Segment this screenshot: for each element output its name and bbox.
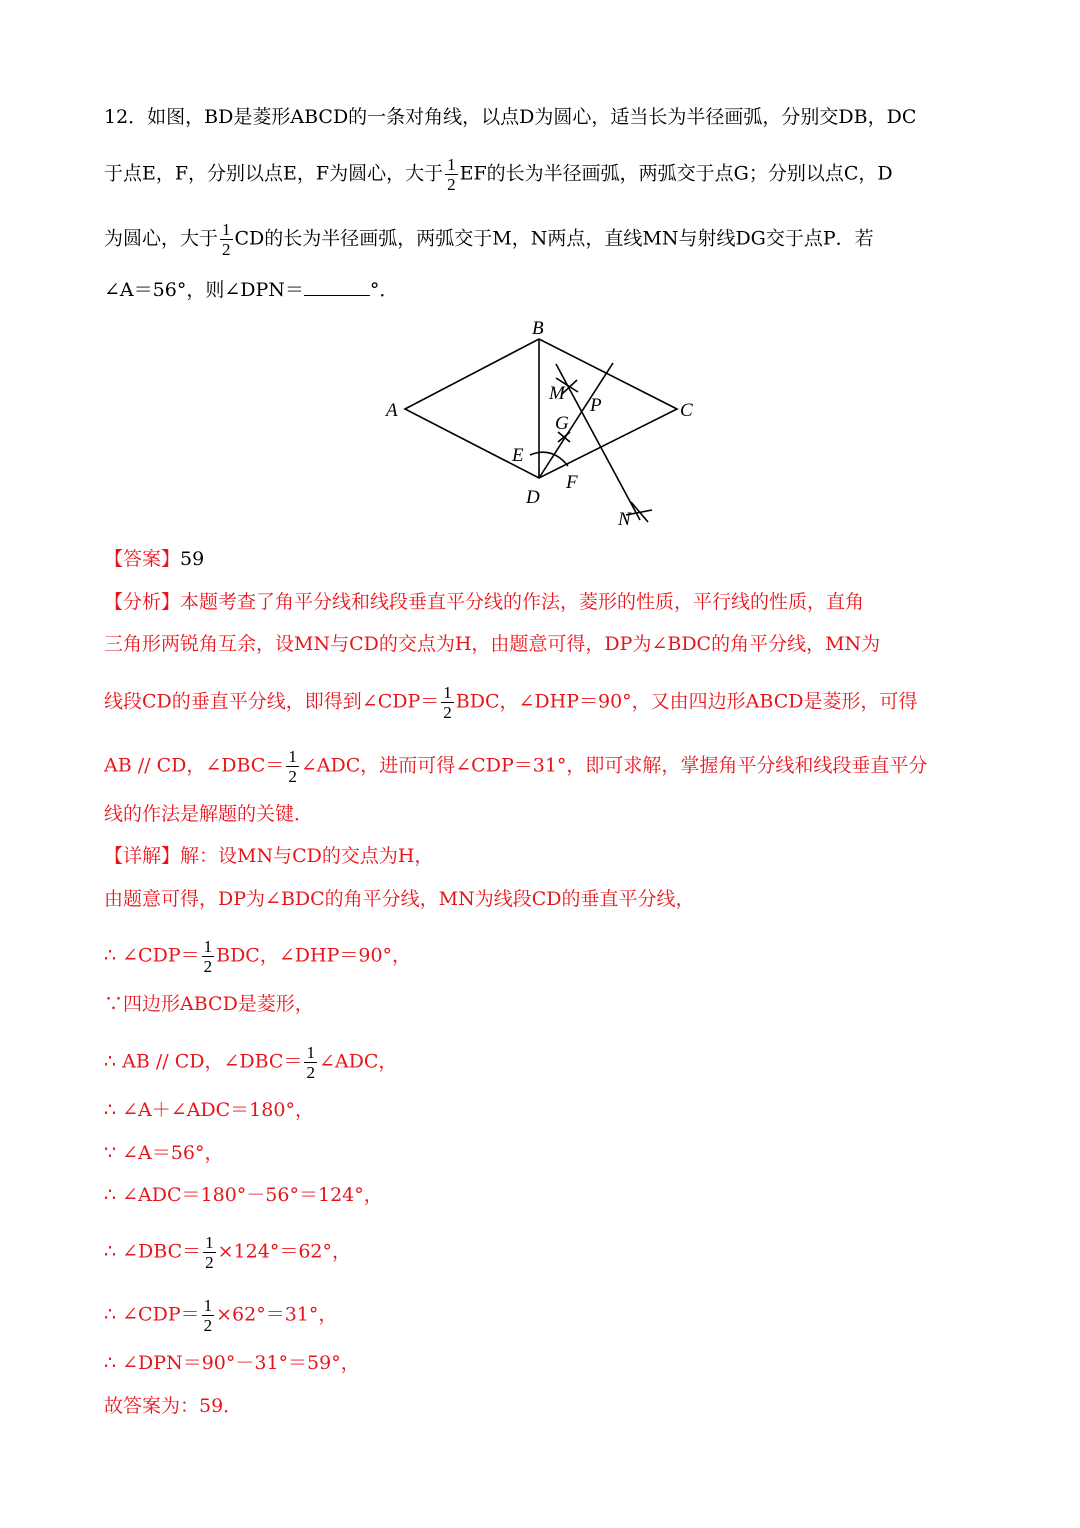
label-b: B	[532, 318, 544, 339]
label-c: C	[680, 400, 693, 421]
solution-step-8: ∴ ∠CDP＝ $\frac{1}{2}$ ×62°＝31°，	[104, 1296, 338, 1335]
question-line-3: 为圆心，大于 $\frac{1}{2}$ CD的长为半径画弧，两弧交于M，N两点，直线MN与射线DG交于点P．若	[104, 220, 874, 259]
solution-line-1: 【详解】解：设MN与CD的交点为H，	[104, 845, 434, 867]
answer-blank	[304, 279, 370, 296]
label-m: M	[549, 383, 565, 404]
question-line-2: 于点E，F，分别以点E，F为圆心，大于 $\frac{1}{2}$ EF的长为半径画弧，两弧交于点G；分别以点C，D	[104, 155, 893, 194]
solution-step-2: ∵四边形ABCD是菱形，	[104, 993, 314, 1015]
solution-step-1: ∴ ∠CDP＝ $\frac{1}{2}$ BDC，∠DHP＝90°，	[104, 937, 412, 976]
solution-step-4: ∴ ∠A＋∠ADC＝180°，	[104, 1099, 314, 1121]
label-n: N	[618, 509, 631, 530]
fraction-half: $\frac{1}{2}$	[447, 155, 456, 194]
analysis-line-2: 三角形两锐角互余，设MN与CD的交点为H，由题意可得，DP为∠BDC的角平分线，MN为	[104, 633, 881, 655]
solution-line-2: 由题意可得，DP为∠BDC的角平分线，MN为线段CD的垂直平分线，	[104, 888, 695, 910]
analysis-line-5: 线的作法是解题的关键．	[104, 803, 314, 825]
label-a: A	[386, 400, 398, 421]
rhombus-figure	[380, 318, 710, 534]
analysis-line-4: AB // CD，∠DBC＝ $\frac{1}{2}$ ∠ADC，进而可得∠CDP＝31°，即可求解，掌握角平分线和线段垂直平分	[104, 747, 928, 786]
solution-step-7: ∴ ∠DBC＝ $\frac{1}{2}$ ×124°＝62°，	[104, 1233, 352, 1272]
solution-step-5: ∵ ∠A＝56°，	[104, 1142, 224, 1164]
answer-line	[104, 546, 204, 572]
solution-step-6: ∴ ∠ADC＝180°－56°＝124°，	[104, 1184, 383, 1206]
label-f: F	[566, 472, 578, 493]
label-d: D	[526, 487, 540, 508]
label-p: P	[590, 395, 602, 416]
answer-tag: 【答案】	[104, 548, 181, 570]
solution-step-9: ∴ ∠DPN＝90°－31°＝59°，	[104, 1352, 360, 1374]
question-line-1: 12．如图，BD是菱形ABCD的一条对角线，以点D为圆心，适当长为半径画弧，分别交DB，DC	[104, 106, 917, 128]
label-g: G	[555, 413, 569, 434]
solution-conclusion: 故答案为：59．	[104, 1395, 243, 1417]
analysis-line-3: 线段CD的垂直平分线，即得到∠CDP＝ $\frac{1}{2}$ BDC，∠DHP＝90°，又由四边形ABCD是菱形，可得	[104, 683, 918, 722]
label-e: E	[512, 445, 524, 466]
rhombus-abcd	[405, 339, 677, 478]
analysis-line-1: 【分析】本题考查了角平分线和线段垂直平分线的作法，菱形的性质，平行线的性质，直角	[104, 591, 865, 613]
solution-step-3: ∴ AB // CD，∠DBC＝ $\frac{1}{2}$ ∠ADC，	[104, 1043, 398, 1082]
fraction-half: $\frac{1}{2}$	[222, 220, 231, 259]
answer-value: 59	[180, 548, 205, 570]
question-line-4: ∠A＝56°，则∠DPN＝ °．	[104, 279, 399, 301]
